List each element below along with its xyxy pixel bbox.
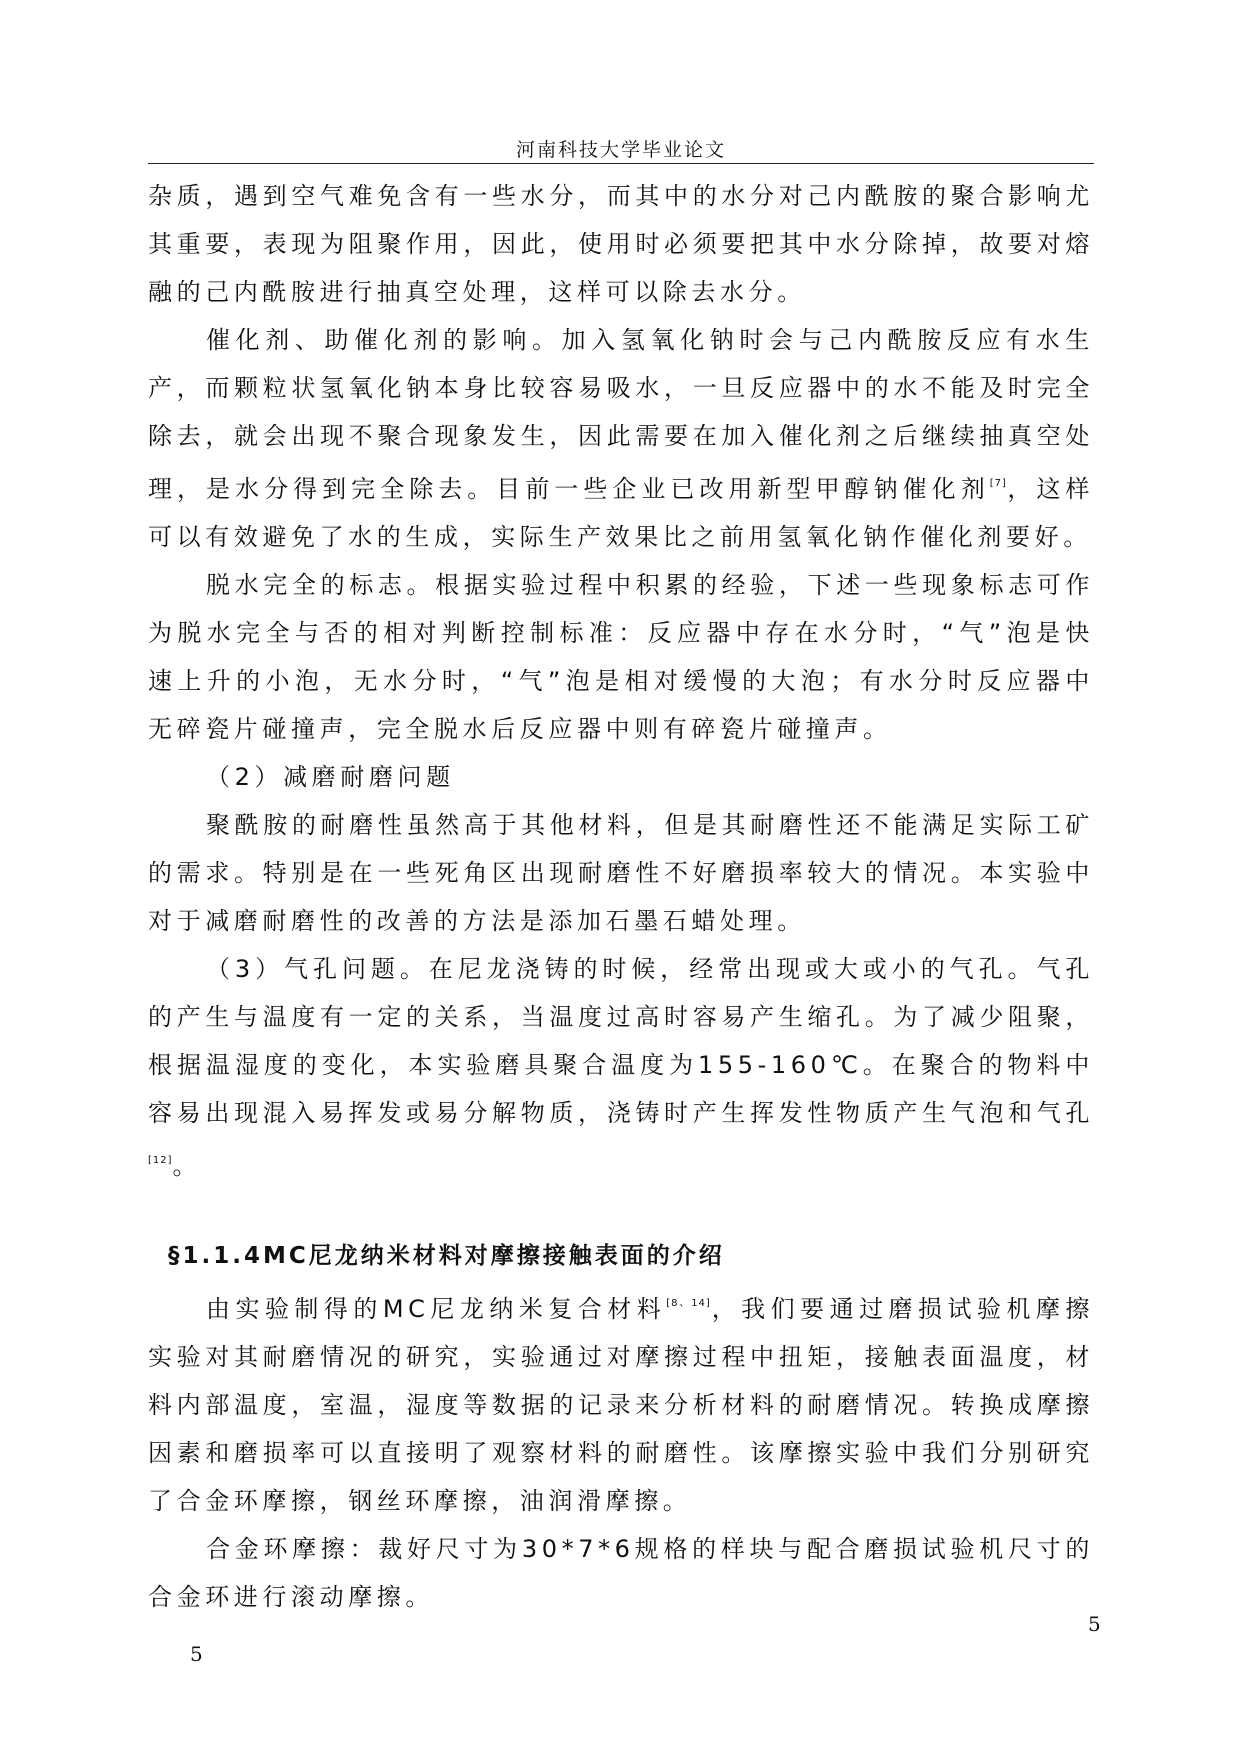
page-number-left: 5 xyxy=(190,1642,203,1666)
subheading-wear-problem: （2）减磨耐磨问题 xyxy=(206,763,455,791)
page-number-right: 5 xyxy=(1088,1612,1101,1636)
page-body xyxy=(148,172,1094,1621)
running-header: 河南科技大学毕业论文 xyxy=(515,139,726,161)
paragraph-porosity-text: （3）气孔问题。在尼龙浇铸的时候，经常出现或大或小的气孔。气孔的产生与温度有一定的关系，当温度过高时容易产生缩孔。为了减少阻聚，根据温湿度的变化，本实验磨具聚合温度为155-160℃。在聚合的物料中容易出现混入易挥发或易分解物质，浇铸时产生挥发性物质产生气泡和气孔 xyxy=(148,955,1094,1127)
paragraph-impurities: 杂质，遇到空气难免含有一些水分，而其中的水分对己内酰胺的聚合影响尤其重要，表现为阻聚作用，因此，使用时必须要把其中水分除掉，故要对熔融的己内酰胺进行抽真空处理，这样可以除去水分。 xyxy=(148,182,1094,306)
paragraph-porosity xyxy=(148,945,1094,1190)
header-rule xyxy=(148,163,1094,164)
paragraph-mc-nylon xyxy=(148,1280,1094,1525)
paragraph-alloy-ring: 合金环摩擦：裁好尺寸为30*7*6规格的样块与配合磨损试验机尺寸的合金环进行滚动摩擦。 xyxy=(148,1535,1094,1611)
section-gap xyxy=(148,1190,1094,1232)
paragraph-mc-nylon-text-cont: ，我们要通过磨损试验机摩擦实验对其耐磨情况的研究，实验通过对摩擦过程中扭矩，接触表面温度，材料内部温度，室温，湿度等数据的记录来分析材料的耐磨情况。转换成摩擦因素和磨损率可以直接明了观察材料的耐磨性。该摩擦实验中我们分别研究了合金环摩擦，钢丝环摩擦，油润滑摩擦。 xyxy=(148,1295,1094,1515)
paragraph-dehydration-sign: 脱水完全的标志。根据实验过程中积累的经验，下述一些现象标志可作为脱水完全与否的相对判断控制标准：反应器中存在水分时，“气”泡是快速上升的小泡，无水分时，“气”泡是相对缓慢的大泡；有水分时反应器中无碎瓷片碰撞声，完全脱水后反应器中则有碎瓷片碰撞声。 xyxy=(148,571,1094,743)
paragraph-catalyst-text-cont: ，这样可以有效避免了水的生成，实际生产效果比之前用氢氧化钠作催化剂要好。 xyxy=(148,475,1094,551)
paragraph-wear-resistance: 聚酰胺的耐磨性虽然高于其他材料，但是其耐磨性还不能满足实际工矿的需求。特别是在一些死角区出现耐磨性不好磨损率较大的情况。本实验中对于减磨耐磨性的改善的方法是添加石墨石蜡处理。 xyxy=(148,811,1094,935)
citation-12: [12] xyxy=(148,1155,173,1166)
citation-8-14: [8、14] xyxy=(666,1298,711,1309)
citation-7: [7] xyxy=(989,478,1007,489)
paragraph-catalyst xyxy=(148,316,1094,561)
paragraph-mc-nylon-text: 由实验制得的MC尼龙纳米复合材料 xyxy=(206,1295,667,1323)
paragraph-catalyst-text: 催化剂、助催化剂的影响。加入氢氧化钠时会与己内酰胺反应有水生产，而颗粒状氢氧化钠本身比较容易吸水，一旦反应器中的水不能及时完全除去，就会出现不聚合现象发生，因此需要在加入催化剂之后继续抽真空处理，是水分得到完全除去。目前一些企业已改用新型甲醇钠催化剂 xyxy=(148,326,1094,503)
section-heading: §1.1.4MC尼龙纳米材料对摩擦接触表面的介绍 xyxy=(168,1243,725,1269)
paragraph-porosity-end: 。 xyxy=(172,1152,202,1180)
